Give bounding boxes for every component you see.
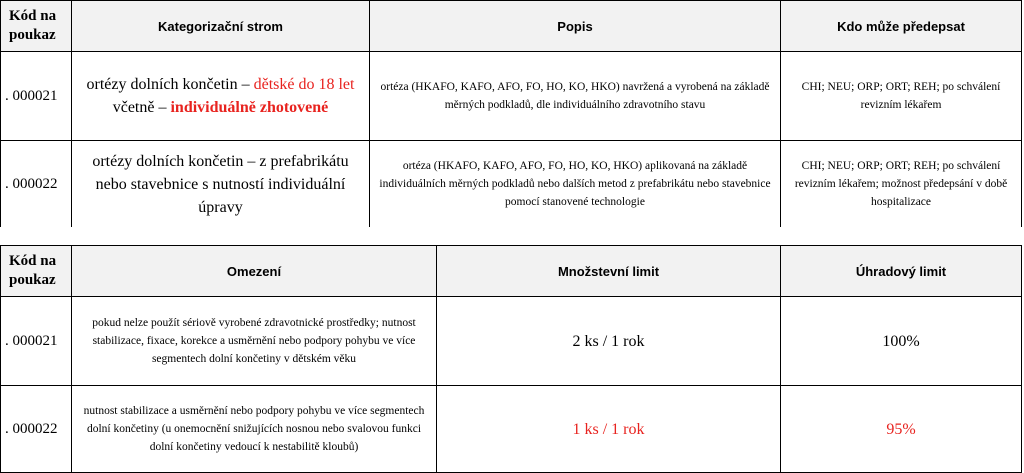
table-row bbox=[1, 52, 1022, 141]
row-code: . 000022 bbox=[1, 141, 72, 228]
row-description: ortéza (HKAFO, KAFO, AFO, FO, HO, KO, HKO) aplikovaná na základě individuálních měrných podkladů nebo dalších metod z prefabrikátu nebo stavebnice pomocí stanovené technologie bbox=[370, 141, 781, 228]
category-text-mid: včetně – bbox=[112, 99, 171, 116]
row-category bbox=[72, 52, 370, 141]
table-spacer bbox=[0, 227, 1024, 245]
table-header-row bbox=[1, 246, 1022, 297]
prescription-table bbox=[0, 0, 1022, 228]
limits-table bbox=[0, 245, 1022, 473]
row-reimbursement: 95% bbox=[781, 386, 1022, 473]
row-prescriber: CHI; NEU; ORP; ORT; REH; po schválení revizním lékařem; možnost předepsání v době hospitalizace bbox=[781, 141, 1022, 228]
header-reimbursement: Úhradový limit bbox=[781, 246, 1022, 297]
row-code: . 000021 bbox=[1, 297, 72, 386]
table-header-row bbox=[1, 1, 1022, 52]
header-code: Kód na poukaz bbox=[1, 246, 72, 297]
row-category: ortézy dolních končetin – z prefabrikátu nebo stavebnice s nutností individuální úpravy bbox=[72, 141, 370, 228]
category-highlight: dětské do 18 let bbox=[253, 76, 355, 93]
row-description: ortéza (HKAFO, KAFO, AFO, FO, HO, KO, HKO) navržená a vyrobená na základě měrných podkladů, dle individuálního zdravotního stavu bbox=[370, 52, 781, 141]
category-highlight-bold: individuálně zhotovené bbox=[170, 99, 329, 116]
row-restriction: pokud nelze použít sériově vyrobené zdravotnické prostředky; nutnost stabilizace, fixace, korekce a usměrnění nebo podpory pohybu ve více segmentech dolní končetiny v dětském věku bbox=[72, 297, 437, 386]
row-prescriber: CHI; NEU; ORP; ORT; REH; po schválení revizním lékařem bbox=[781, 52, 1022, 141]
header-code: Kód na poukaz bbox=[1, 1, 72, 52]
row-code: . 000021 bbox=[1, 52, 72, 141]
header-quantity: Množstevní limit bbox=[437, 246, 781, 297]
header-description: Popis bbox=[370, 1, 781, 52]
category-text: ortézy dolních končetin – bbox=[86, 76, 254, 93]
row-quantity: 1 ks / 1 rok bbox=[437, 386, 781, 473]
table-row bbox=[1, 141, 1022, 228]
row-restriction: nutnost stabilizace a usměrnění nebo podpory pohybu ve více segmentech dolní končetiny (u onemocnění snižujících nosnou nebo svalovou funkci dolní končetiny vedoucí k nestabilitě kloubů) bbox=[72, 386, 437, 473]
header-category: Kategorizační strom bbox=[72, 1, 370, 52]
row-reimbursement: 100% bbox=[781, 297, 1022, 386]
row-code: . 000022 bbox=[1, 386, 72, 473]
header-prescriber: Kdo může předepsat bbox=[781, 1, 1022, 52]
header-restriction: Omezení bbox=[72, 246, 437, 297]
row-quantity: 2 ks / 1 rok bbox=[437, 297, 781, 386]
table-row bbox=[1, 386, 1022, 473]
table-row bbox=[1, 297, 1022, 386]
